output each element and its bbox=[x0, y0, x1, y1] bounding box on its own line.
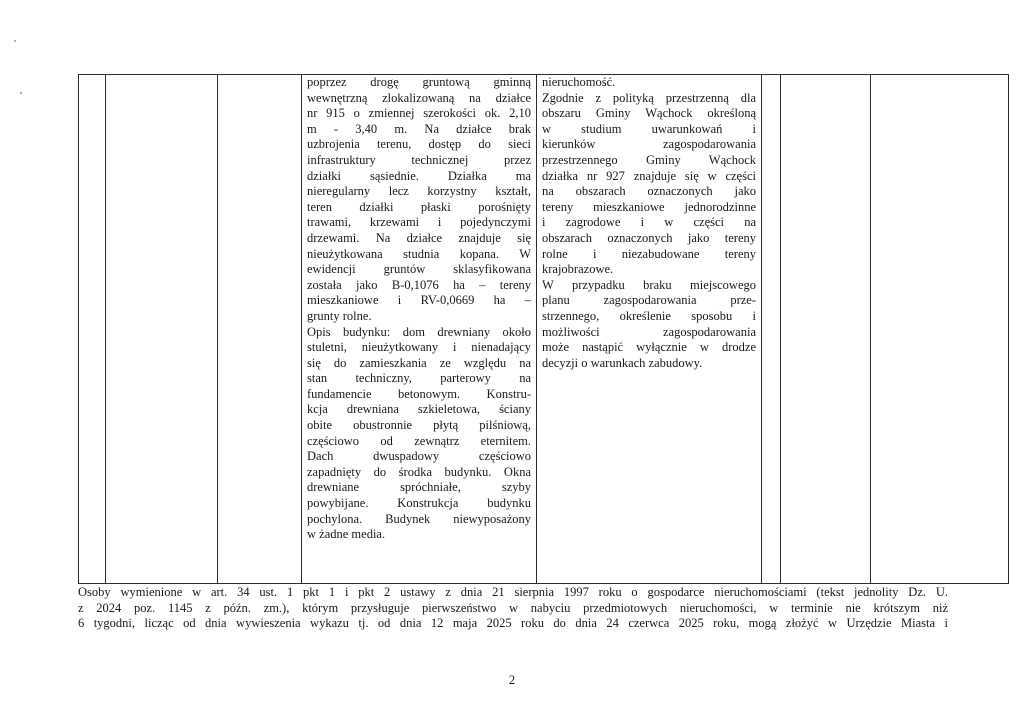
text-line: strzennego, określenie sposobu i bbox=[542, 308, 756, 323]
text-line: krajobrazowe. bbox=[542, 262, 614, 277]
text-line: infrastruktury technicznej przez bbox=[307, 152, 531, 167]
footer-line: z 2024 poz. 1145 z późn. zm.), którym przysługuje pierwszeństwo w nabyciu przedmiotowych nieruchomości, w terminie nie krótszym niż bbox=[78, 600, 948, 615]
text-line: ewidencji gruntów sklasyfikowana bbox=[307, 262, 531, 277]
scan-speck bbox=[14, 40, 16, 42]
scan-speck bbox=[20, 92, 22, 94]
footer-line: Osoby wymienione w art. 34 ust. 1 pkt 1 i pkt 2 ustawy z dnia 21 sierpnia 1997 roku o gospodarce nieruchomościami (tekst jednolity Dz. U. bbox=[78, 585, 948, 599]
text-line: nieruchomość. bbox=[542, 75, 616, 89]
col-border bbox=[761, 74, 762, 584]
text-line: m - 3,40 m. Na działce brak bbox=[307, 121, 531, 136]
text-line: drewniane spróchniałe, szyby bbox=[307, 480, 531, 495]
preemption-notice bbox=[78, 585, 948, 632]
property-table bbox=[78, 74, 1009, 584]
text-line: przestrzennego Gminy Wąchock bbox=[542, 152, 756, 167]
text-line: nr 915 o zmiennej szerokości ok. 2,10 bbox=[307, 106, 531, 121]
text-line: obszaru Gminy Wąchock określoną bbox=[542, 106, 756, 121]
text-line: nieregularny lecz korzystny kształt, bbox=[307, 184, 531, 199]
text-line: rolne i niezabudowane tereny bbox=[542, 246, 756, 261]
text-line: stan techniczny, parterowy na bbox=[307, 371, 531, 386]
text-line: mieszkaniowe i RV-0,0669 ha – bbox=[307, 293, 531, 308]
text-line: tereny mieszkaniowe jednorodzinne bbox=[542, 199, 756, 214]
text-line: i zagrodowe i w części na bbox=[542, 215, 756, 230]
text-line: Dach dwuspadowy częściowo bbox=[307, 449, 531, 464]
footer-line: 6 tygodni, licząc od dnia wywieszenia wykazu tj. od dnia 12 maja 2025 roku do dnia 24 czerwca 2025 roku, mogą złożyć w Urzędzie Miasta i bbox=[78, 616, 948, 630]
text-line: kcja drewniana szkieletowa, ściany bbox=[307, 402, 531, 417]
text-line: stuletni, nieużytkowany i nienadający bbox=[307, 340, 531, 355]
text-line: planu zagospodarowania prze- bbox=[542, 293, 756, 308]
text-line: powybijane. Konstrukcja budynku bbox=[307, 496, 531, 511]
text-line: poprzez drogę gruntową gminną bbox=[307, 75, 531, 89]
text-line: częściowo od zewnątrz eternitem. bbox=[307, 433, 531, 448]
text-line: Zgodnie z polityką przestrzenną dla bbox=[542, 90, 756, 105]
text-line: teren działki płaski porośnięty bbox=[307, 199, 531, 214]
text-line: Opis budynku: dom drewniany około bbox=[307, 324, 531, 339]
text-line: na obszarach oznaczonych jako bbox=[542, 184, 756, 199]
col-border bbox=[1008, 74, 1009, 584]
text-line: obszarach oznaczonych jako tereny bbox=[542, 230, 756, 245]
text-line: w żadne media. bbox=[307, 527, 386, 542]
col-border bbox=[870, 74, 871, 584]
col-border bbox=[780, 74, 781, 584]
page-number: 2 bbox=[508, 673, 516, 687]
text-line: decyzji o warunkach zabudowy. bbox=[542, 355, 703, 370]
col-border bbox=[301, 74, 302, 584]
col-border bbox=[105, 74, 106, 584]
text-line: się do zamieszkania ze względu na bbox=[307, 355, 531, 370]
text-line: fundamencie betonowym. Konstru- bbox=[307, 386, 531, 401]
description-cell bbox=[307, 75, 531, 543]
text-line: drzewami. Na działce znajduje się bbox=[307, 230, 531, 245]
text-line: działki sąsiednie. Działka ma bbox=[307, 168, 531, 183]
text-line: grunty rolne. bbox=[307, 308, 372, 323]
text-line: nieużytkowana studnia kopana. W bbox=[307, 246, 531, 261]
col-border bbox=[217, 74, 218, 584]
col-border bbox=[536, 74, 537, 584]
text-line: pochylona. Budynek niewyposażony bbox=[307, 511, 531, 526]
text-line: możliwości zagospodarowania bbox=[542, 324, 756, 339]
text-line: zapadnięty do środka budynku. Okna bbox=[307, 464, 531, 479]
text-line: może nastąpić wyłącznie w drodze bbox=[542, 340, 756, 355]
text-line: trawami, krzewami i pojedynczymi bbox=[307, 215, 531, 230]
text-line: wewnętrzną zlokalizowaną na działce bbox=[307, 90, 531, 105]
text-line: obite obustronnie płytą pilśniową, bbox=[307, 418, 531, 433]
text-line: uzbrojenia terenu, dostęp do sieci bbox=[307, 137, 531, 152]
zoning-cell bbox=[542, 75, 756, 371]
text-line: została jako B-0,1076 ha – tereny bbox=[307, 277, 531, 292]
text-line: w studium uwarunkowań i bbox=[542, 121, 756, 136]
text-line: W przypadku braku miejscowego bbox=[542, 277, 756, 292]
text-line: działka nr 927 znajduje się w części bbox=[542, 168, 756, 183]
text-line: kierunków zagospodarowania bbox=[542, 137, 756, 152]
col-border bbox=[78, 74, 79, 584]
